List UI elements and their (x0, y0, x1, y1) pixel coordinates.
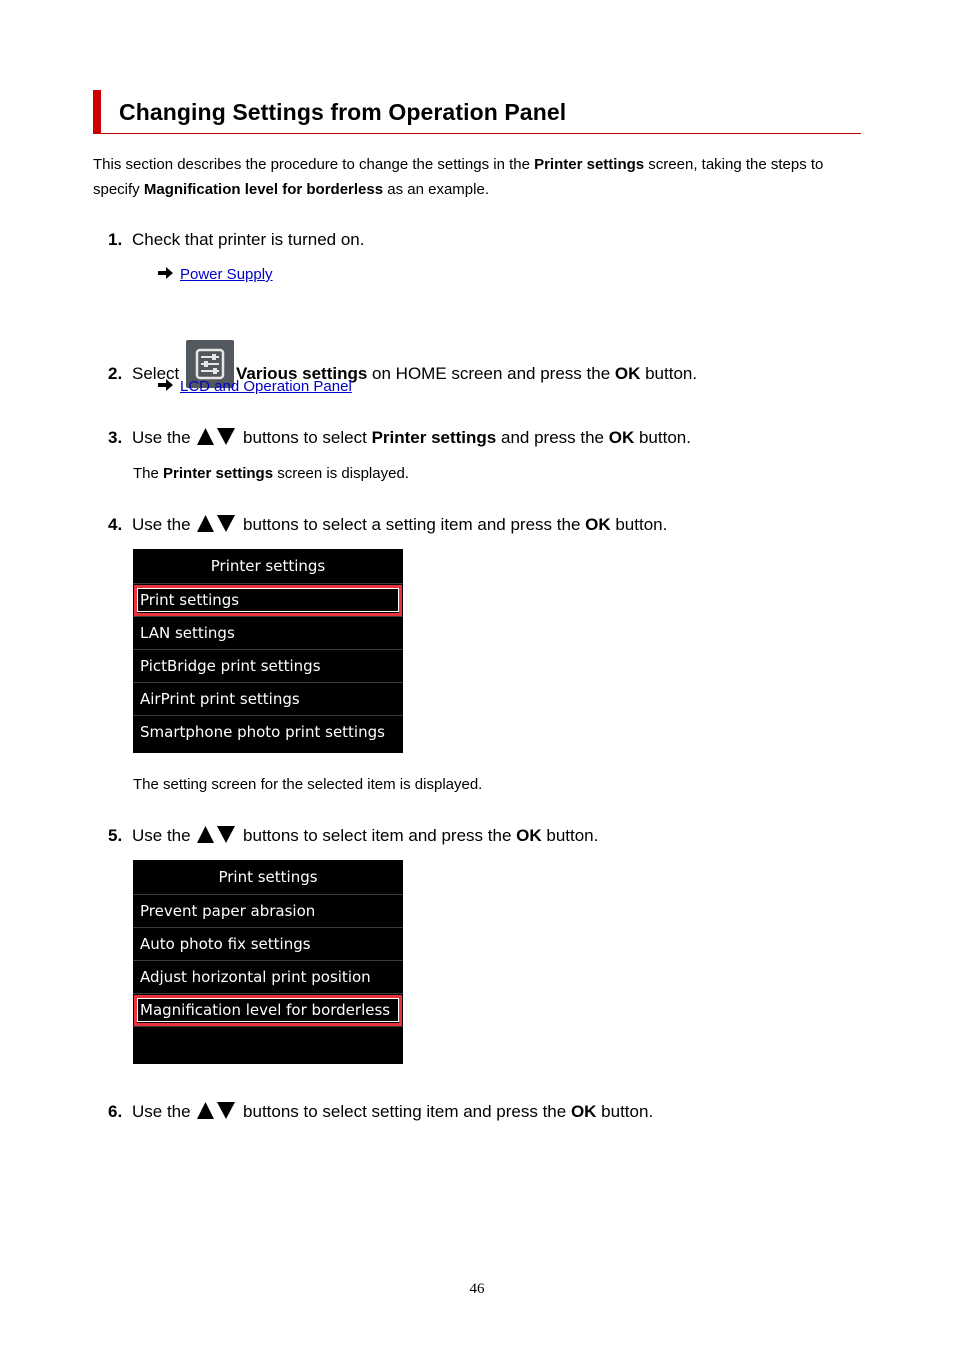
section-heading (93, 90, 861, 134)
step-text: Use the (132, 515, 196, 534)
step-5 (108, 824, 598, 850)
lcd-menu-item[interactable]: LAN settings (133, 617, 403, 650)
lcd-menu-item[interactable]: Auto photo fix settings (133, 928, 403, 961)
step-number: 3. (108, 428, 123, 447)
step-number: 1. (108, 230, 123, 249)
step-text: Use the (132, 1102, 196, 1121)
power-supply-link[interactable]: Power Supply (180, 266, 273, 283)
step-text: button. (610, 515, 668, 534)
step-text: Select (132, 364, 184, 383)
step-3-note (133, 464, 409, 484)
step-text: buttons to select (238, 428, 372, 447)
ok-button-label: OK (608, 428, 635, 447)
step-text: button. (596, 1102, 654, 1121)
step-text: Use the (132, 428, 196, 447)
ok-button-label: OK (585, 515, 611, 534)
intro-bold-text: Magnification level for borderless (143, 181, 384, 198)
step-text: Check that printer is turned on. (132, 230, 365, 249)
intro-paragraph (93, 152, 868, 202)
lcd-menu-item[interactable]: Smartphone photo print settings (140, 723, 385, 741)
lcd-menu-item[interactable]: Adjust horizontal print position (133, 961, 403, 994)
step-text: Use the (132, 826, 196, 845)
lcd-menu-item-selected[interactable]: Print settings (133, 584, 403, 617)
note-text: The (133, 465, 164, 482)
ok-button-label: OK (570, 1102, 597, 1121)
step-text: buttons to select item and press the (238, 826, 517, 845)
step-text: button. (640, 364, 698, 383)
link-row-lcd (158, 377, 352, 397)
step-text: on HOME screen and press the (367, 364, 615, 383)
lcd-empty-row (133, 1027, 403, 1057)
link-row-power-supply (158, 265, 273, 285)
page-title: Changing Settings from Operation Panel (119, 99, 567, 125)
arrow-right-icon (158, 265, 180, 285)
step-6 (108, 1100, 653, 1126)
lcd-print-settings-screen (133, 860, 403, 1064)
intro-text: as an example. (383, 181, 489, 198)
lcd-operation-panel-link[interactable]: LCD and Operation Panel (180, 378, 352, 395)
note-text: screen is displayed. (273, 465, 409, 482)
step-3 (108, 426, 691, 452)
arrow-right-icon (158, 377, 180, 397)
step-text: button. (541, 826, 599, 845)
up-down-arrows-icon (197, 515, 235, 539)
lcd-printer-settings-screen (133, 549, 403, 753)
intro-text: This section describes the procedure to change the settings in the (93, 156, 535, 173)
step-bold-text: Printer settings (371, 428, 497, 447)
step-4 (108, 513, 667, 539)
lcd-screen-title: Printer settings (133, 549, 403, 584)
lcd-menu-item[interactable]: PictBridge print settings (133, 650, 403, 683)
lcd-menu-item[interactable]: Prevent paper abrasion (133, 895, 403, 928)
page-number: 46 (469, 1281, 485, 1297)
step-bold-text: Various settings (235, 364, 368, 383)
step-text: buttons to select a setting item and press the (238, 515, 586, 534)
step-4-note: The setting screen for the selected item is displayed. (133, 776, 483, 793)
step-number: 2. (108, 364, 123, 383)
step-text: and press the (496, 428, 609, 447)
step-number: 5. (108, 826, 123, 845)
ok-button-label: OK (614, 364, 641, 383)
step-text: buttons to select setting item and press the (238, 1102, 571, 1121)
step-1 (108, 228, 364, 252)
intro-text: screen, taking the steps to specify (93, 156, 824, 198)
lcd-menu-item-selected[interactable]: Magnification level for borderless (133, 994, 403, 1027)
step-text: button. (634, 428, 691, 447)
lcd-menu-item[interactable]: AirPrint print settings (133, 683, 403, 716)
intro-bold-text: Printer settings (534, 156, 645, 173)
step-number: 4. (108, 515, 123, 534)
note-bold-text: Printer settings (163, 465, 274, 482)
step-number: 6. (108, 1102, 123, 1121)
ok-button-label: OK (516, 826, 542, 845)
lcd-screen-title: Print settings (133, 860, 403, 895)
up-down-arrows-icon (197, 428, 235, 452)
title-accent-bar (93, 90, 101, 133)
up-down-arrows-icon (197, 1102, 235, 1126)
up-down-arrows-icon (197, 826, 235, 850)
